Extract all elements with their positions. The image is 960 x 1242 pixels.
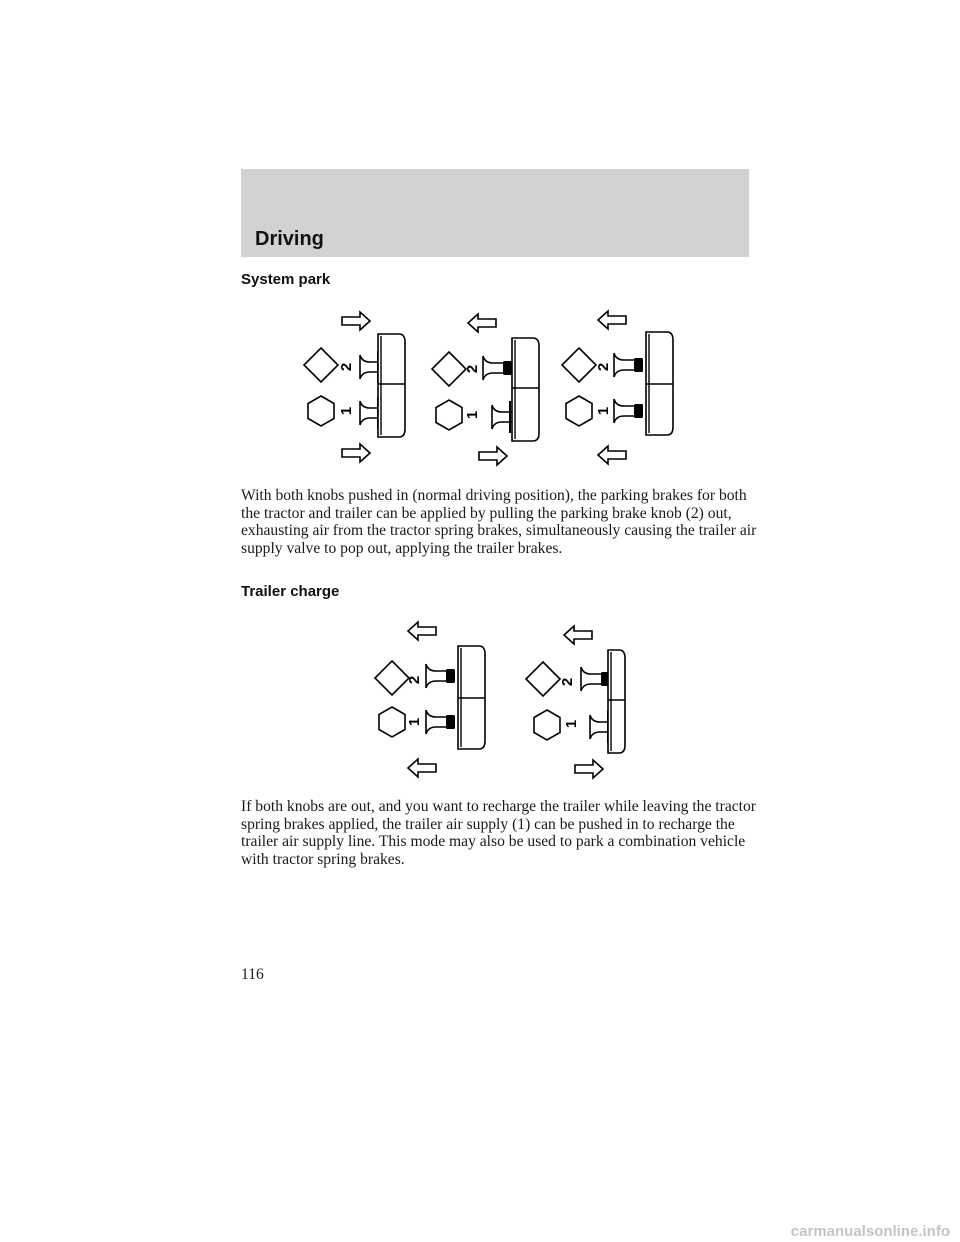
knob-label-1: 1 [595,406,612,416]
parking-brake-knob [426,664,455,688]
knob-label-1: 1 [338,406,355,416]
parking-brake-knob [360,351,380,383]
trailer-supply-knob [360,397,380,429]
arrow-left-icon [408,759,436,777]
arrow-right-icon [342,444,370,462]
arrow-left-icon [564,626,592,644]
page-number: 116 [241,966,264,983]
trailer-charge-heading: Trailer charge [241,583,340,600]
hexagon-icon [436,400,462,430]
hexagon-icon [308,396,334,426]
state-parking-out [432,314,539,465]
arrow-left-icon [598,311,626,329]
hexagon-icon [566,396,592,426]
diamond-icon [562,348,596,382]
trailer-supply-knob [492,401,512,433]
state-supply-in [526,626,625,778]
diamond-icon [304,348,338,382]
arrow-left-icon [408,622,436,640]
knob-label-2: 2 [338,362,355,372]
knob-label-1: 1 [563,719,580,729]
arrow-left-icon [468,314,496,332]
section-title: Driving [255,228,324,250]
hexagon-icon [534,710,560,740]
trailer-charge-figure [366,618,626,783]
parking-brake-knob [483,356,512,380]
arrow-right-icon [479,447,507,465]
watermark: carmanualsonline.info [790,1223,950,1240]
knob-label-2: 2 [464,364,481,374]
knob-label-2: 2 [559,677,576,687]
state-both-in [304,312,405,462]
state-both-out [375,622,485,777]
diamond-icon [432,352,466,386]
hexagon-icon [379,707,405,737]
diamond-icon [526,662,560,696]
trailer-supply-knob [590,711,610,743]
arrow-right-icon [342,312,370,330]
trailer-charge-body: If both knobs are out, and you want to recharge the trailer while leaving the tractor spring brakes applied, the trailer air supply (1) can be pushed in to recharge the trailer air supply line. This mode may also be used to park a combination vehicle with tractor spring brakes. [241,798,756,868]
knob-label-1: 1 [406,717,423,727]
system-park-figure [296,305,696,470]
knob-label-1: 1 [464,410,481,420]
diamond-icon [375,661,409,695]
parking-brake-knob [581,667,610,691]
arrow-left-icon [598,446,626,464]
system-park-body: With both knobs pushed in (normal driving position), the parking brakes for both the tractor and trailer can be applied by pulling the parking brake knob (2) out, exhausting air from the tractor spring brakes, simultaneously causing the trailer air supply valve to pop out, applying the trailer brakes. [241,487,757,557]
arrow-right-icon [575,760,603,778]
parking-brake-knob [614,353,643,377]
trailer-supply-knob [614,399,643,423]
knob-label-2: 2 [595,362,612,372]
knob-label-2: 2 [406,675,423,685]
trailer-supply-knob [426,710,455,734]
state-both-out [562,311,673,464]
system-park-heading: System park [241,271,331,288]
